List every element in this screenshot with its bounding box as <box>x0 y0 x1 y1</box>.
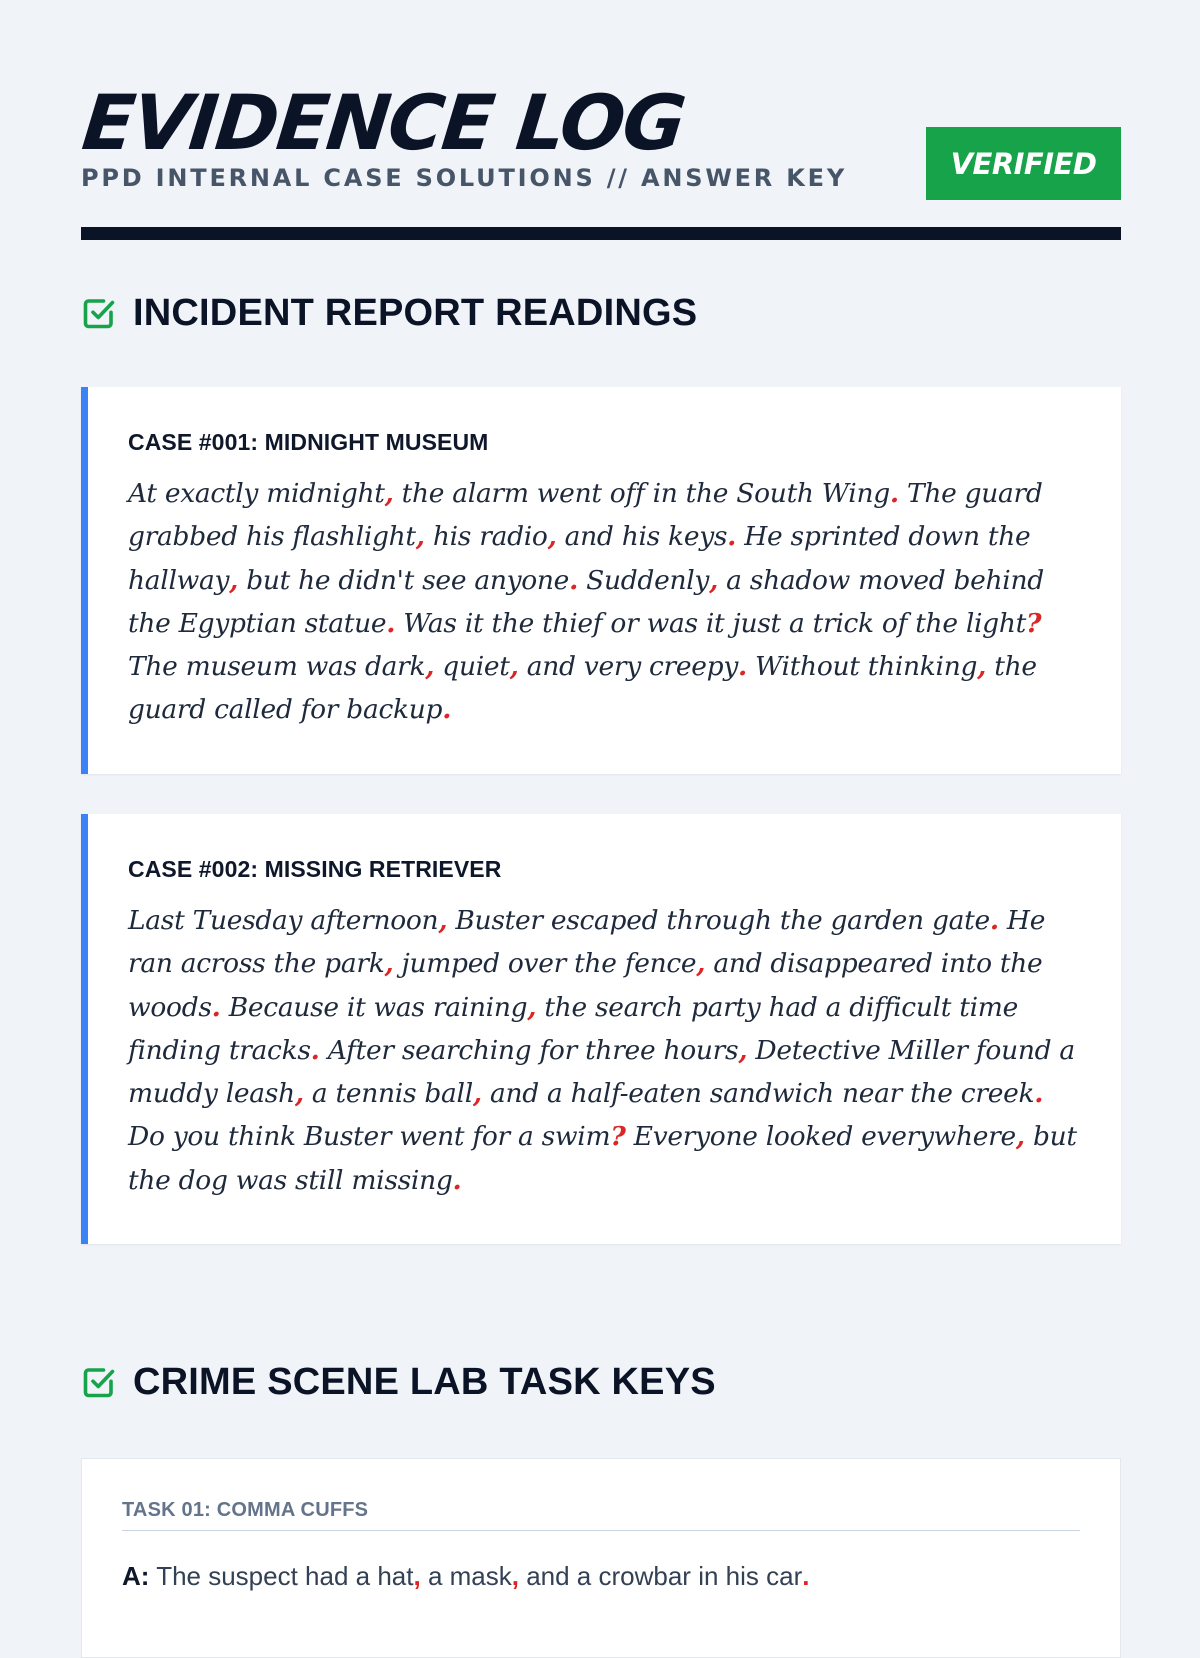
case-title: CASE #002: MISSING RETRIEVER <box>128 856 502 882</box>
text-segment: Detective Miller found a muddy leash <box>128 1034 1075 1110</box>
text-segment: and a half-eaten sandwich near the creek <box>481 1078 1035 1110</box>
punctuation-mark: . <box>569 564 579 596</box>
punctuation-mark: , <box>696 948 706 980</box>
text-segment: quiet <box>434 651 510 683</box>
text-segment: The suspect had a hat <box>149 1561 414 1591</box>
punctuation-mark: . <box>1034 1078 1044 1110</box>
answer-text <box>149 1561 809 1591</box>
text-segment: The guard grabbed his flashlight <box>128 478 1043 553</box>
punctuation-mark: , <box>294 1078 304 1110</box>
text-segment: At exactly midnight <box>128 478 385 509</box>
page-header <box>78 0 1121 240</box>
punctuation-mark: . <box>889 478 899 509</box>
text-segment: Everyone looked everywhere <box>625 1121 1016 1153</box>
punctuation-mark: . <box>802 1561 810 1591</box>
punctuation-mark: ? <box>1025 607 1042 639</box>
text-segment: Was it the thief or was it just a trick of the light <box>395 607 1026 639</box>
punctuation-mark: . <box>989 905 999 936</box>
text-segment: the search party had a difficult time finding tracks <box>128 991 1019 1066</box>
text-segment: a tennis ball <box>303 1078 473 1110</box>
text-segment: Do you think Buster went for a swim <box>128 1121 611 1153</box>
punctuation-mark: , <box>509 651 519 683</box>
evidence-log-page <box>78 0 1121 1591</box>
task-answer <box>122 1561 1080 1592</box>
checkbox-icon <box>81 1364 117 1400</box>
punctuation-mark: , <box>709 564 719 596</box>
text-segment: the alarm went off in the South Wing <box>393 478 890 509</box>
punctuation-mark: , <box>738 1034 748 1066</box>
section-heading-incident-reports <box>81 288 697 338</box>
punctuation-mark: , <box>527 991 537 1023</box>
text-segment: He ran across the park <box>128 905 1046 980</box>
text-segment: The museum was dark <box>128 651 426 683</box>
section-title: INCIDENT REPORT READINGS <box>133 291 698 334</box>
punctuation-mark: , <box>472 1078 482 1110</box>
case-card-missing-retriever <box>81 814 1121 1244</box>
section-heading-lab-task-keys <box>81 1357 716 1407</box>
punctuation-mark: , <box>415 521 425 553</box>
text-segment: his radio <box>424 521 548 553</box>
punctuation-mark: , <box>438 905 448 936</box>
page-title: EVIDENCE LOG <box>78 78 689 167</box>
punctuation-mark: . <box>386 607 396 639</box>
punctuation-mark: . <box>310 1034 320 1066</box>
punctuation-mark: , <box>547 521 557 553</box>
page-subtitle: PPD INTERNAL CASE SOLUTIONS // ANSWER KEY <box>81 164 847 192</box>
case-title: CASE #001: MIDNIGHT MUSEUM <box>128 429 489 455</box>
text-segment: Last Tuesday afternoon <box>128 905 439 936</box>
text-segment: a mask <box>420 1561 512 1591</box>
punctuation-mark: ? <box>610 1121 626 1153</box>
punctuation-mark: , <box>425 651 435 683</box>
punctuation-mark: , <box>511 1561 519 1591</box>
text-segment: and disappeared into the woods <box>128 948 1043 1023</box>
text-segment: and a crowbar in his car <box>518 1561 803 1591</box>
section-title: CRIME SCENE LAB TASK KEYS <box>133 1360 716 1403</box>
punctuation-mark: , <box>413 1561 421 1591</box>
punctuation-mark: . <box>727 521 737 553</box>
text-segment: He sprinted down the hallway <box>128 521 1031 596</box>
task-title: TASK 01: COMMA CUFFS <box>122 1499 1080 1531</box>
header-divider <box>81 227 1121 240</box>
text-segment: but he didn't see anyone <box>238 564 570 596</box>
text-segment: Buster escaped through the garden gate <box>447 905 990 936</box>
punctuation-mark: , <box>1015 1121 1025 1153</box>
text-segment: and very creepy <box>518 651 738 683</box>
checkbox-icon <box>81 295 117 331</box>
text-segment: Because it was raining <box>220 991 528 1023</box>
text-segment: and his keys <box>556 521 728 553</box>
text-segment: the guard called for backup <box>128 651 1037 726</box>
punctuation-mark: . <box>442 694 452 726</box>
text-segment: jumped over the fence <box>393 948 697 980</box>
punctuation-mark: , <box>977 651 987 683</box>
task-card-comma-cuffs <box>81 1458 1121 1658</box>
punctuation-mark: , <box>229 564 239 596</box>
answer-label: A: <box>122 1561 150 1591</box>
text-segment: a shadow moved behind the Egyptian statue <box>128 564 1044 639</box>
punctuation-mark: . <box>452 1164 462 1196</box>
text-segment: After searching for three hours <box>319 1034 739 1066</box>
case-text <box>128 899 1081 1202</box>
text-segment: Without thinking <box>746 651 978 683</box>
punctuation-mark: , <box>384 948 394 980</box>
case-card-midnight-museum <box>81 387 1121 774</box>
verified-badge: VERIFIED <box>926 127 1121 200</box>
case-text <box>128 472 1081 732</box>
punctuation-mark: , <box>384 478 394 509</box>
punctuation-mark: . <box>738 651 747 683</box>
punctuation-mark: . <box>211 991 221 1023</box>
text-segment: Suddenly <box>578 564 710 596</box>
text-segment: but the dog was still missing <box>128 1121 1077 1196</box>
